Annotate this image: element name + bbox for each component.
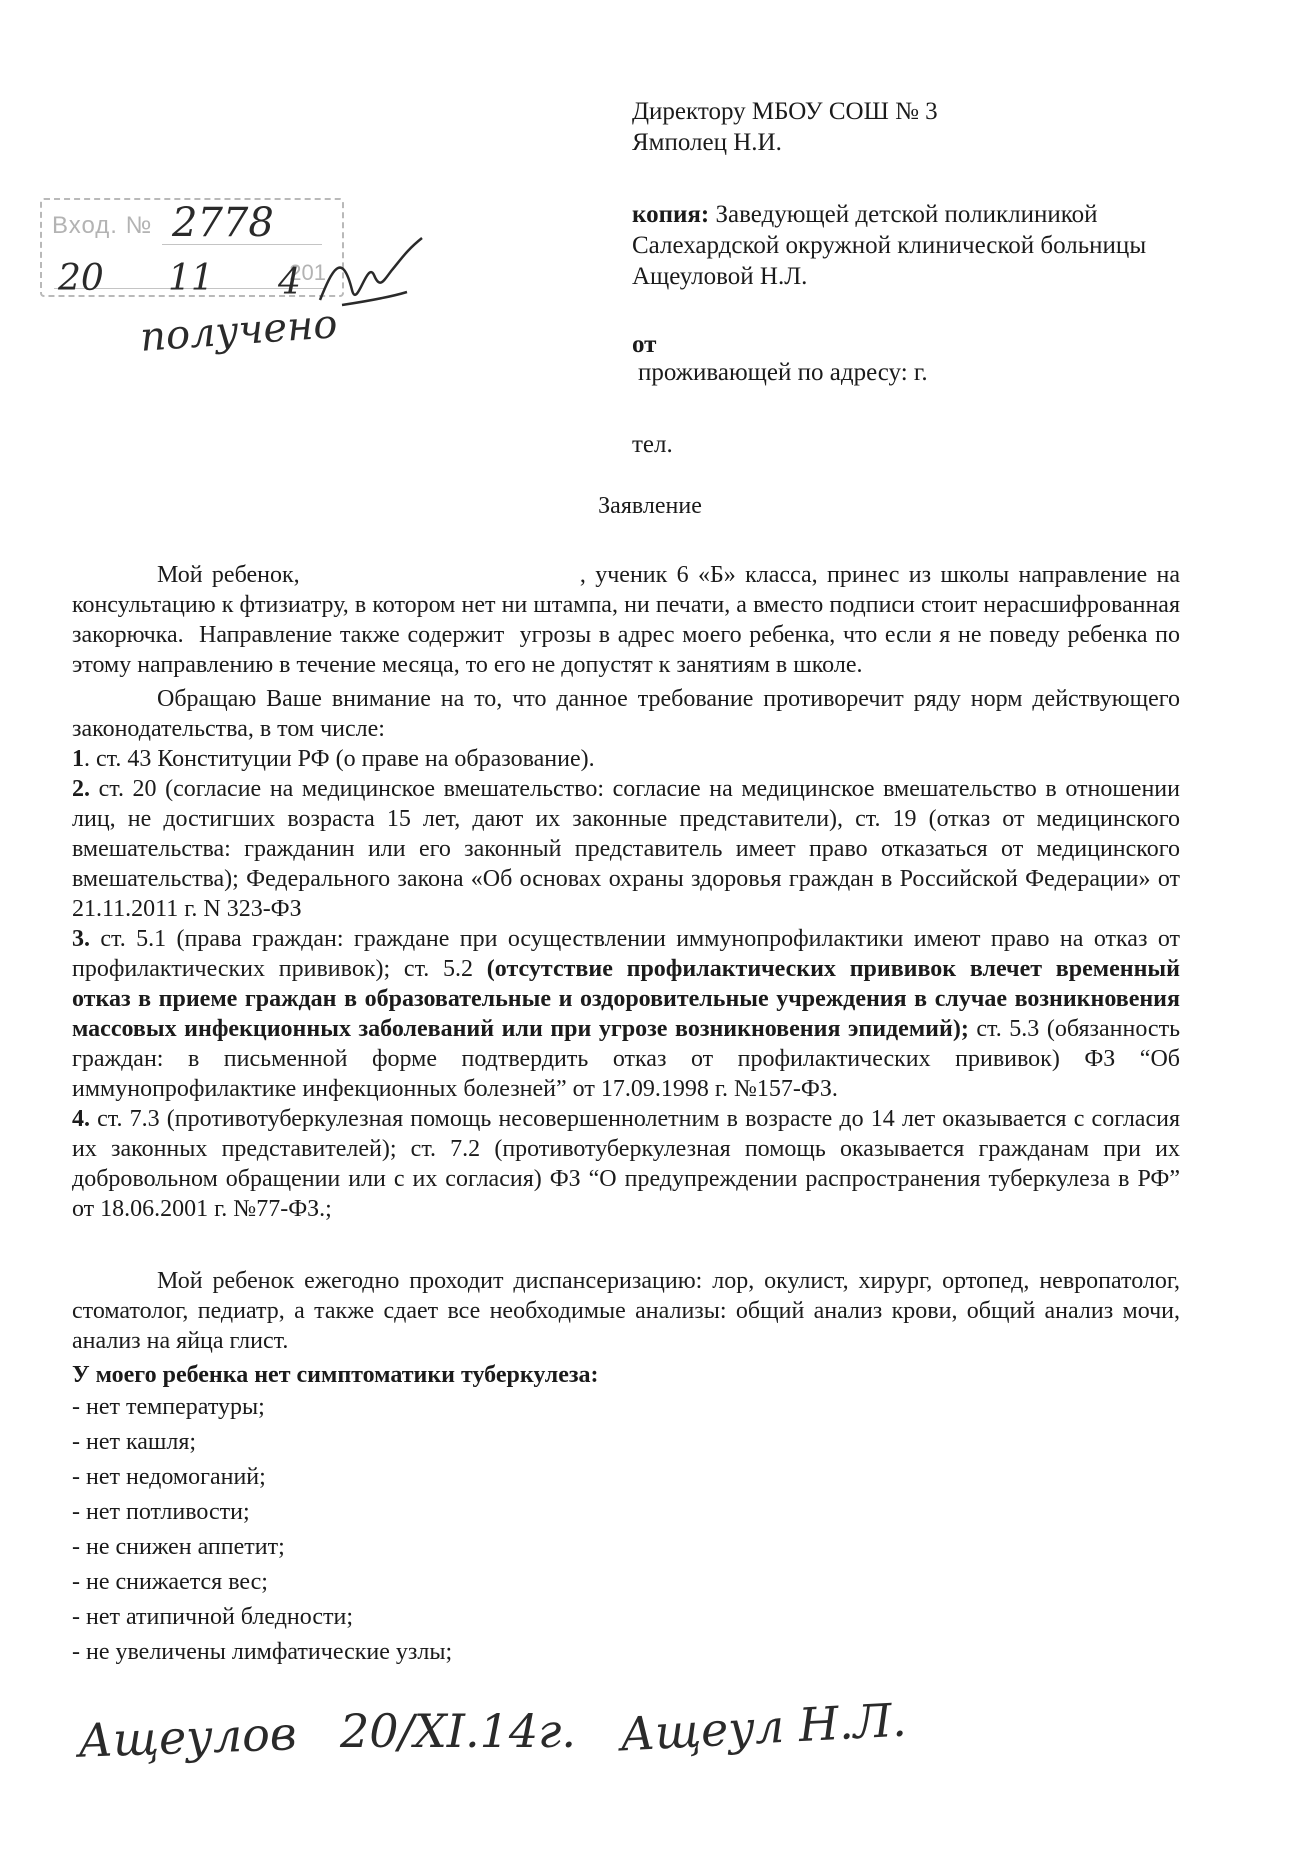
stamp-year-print: 201 — [289, 260, 326, 285]
symptom-item: - не снижается вес; — [72, 1569, 268, 1595]
list-item-1 — [72, 744, 1180, 774]
from-label: от — [632, 331, 657, 358]
list-text-3-bold: (отсутствие профилактических прививок влечет временный отказ в приеме граждан в образовательные и оздоровительные учреждения в случае возникновения массовых инфекционных заболеваний или при угрозе возникновения эпидемий); — [72, 956, 1180, 1042]
paragraph-2: Обращаю Ваше внимание на то, что данное требование противоречит ряду норм действующего законодательства, в том числе: — [72, 686, 1180, 742]
symptom-item: - нет температуры; — [72, 1394, 265, 1420]
symptom-item: - нет атипичной бледности; — [72, 1604, 354, 1630]
stamp-month-handwritten: 11 — [168, 258, 214, 299]
symptom-item: - нет недомоганий; — [72, 1464, 266, 1490]
copy-label: копия: — [632, 201, 710, 228]
copy-text-1: Заведующей детской поликлиникой — [715, 201, 1098, 228]
footer-handwritten-signature: Ащеул Н.Л. — [618, 1692, 908, 1762]
address-line: проживающей по адресу: г. — [638, 359, 928, 386]
received-handwritten: получено — [138, 301, 339, 361]
received-signature — [312, 230, 432, 340]
list-item-3 — [72, 924, 1180, 1104]
symptom-item: - не увеличены лимфатические узлы; — [72, 1639, 453, 1665]
stamp-label: Вход. № — [52, 212, 153, 239]
symptoms-heading: У моего ребенка нет симптоматики туберкулеза: — [72, 1362, 599, 1388]
list-number-2: 2. — [72, 776, 90, 802]
spacer — [72, 1224, 1180, 1266]
footer-handwritten-date: 20/XI.14г. — [340, 1704, 576, 1758]
document-body — [72, 560, 1186, 1670]
symptom-item: - нет кашля; — [72, 1429, 197, 1455]
symptom-item: - не снижен аппетит; — [72, 1534, 285, 1560]
stamp-number-handwritten: 2778 — [172, 200, 274, 246]
list-item-2 — [72, 774, 1180, 924]
list-number-4: 4. — [72, 1106, 90, 1132]
document-title: Заявление — [598, 493, 702, 519]
list-text-2: ст. 20 (согласие на медицинское вмешательство: согласие на медицинское вмешательство в отношении лиц, не достигших возраста 15 лет, дают их законные представители), ст. 19 (отказ от медицинского вмешательства: гражданин или его законный представитель имеет право отказаться от медицинского вмешательства); Федерального закона «Об основах охраны здоровья граждан в Российской Федерации» от 21.11.2011 г. N 323-ФЗ — [72, 776, 1180, 922]
stamp-day-handwritten: 20 — [58, 258, 104, 299]
symptom-item: - нет потливости; — [72, 1499, 250, 1525]
paragraph-3: Мой ребенок ежегодно проходит диспансеризацию: лор, окулист, хирург, ортопед, невропатолог, стоматолог, педиатр, а также сдает все необходимые анализы: общий анализ крови, общий анализ мочи, анализ на яйца глист. — [72, 1268, 1180, 1354]
stamp-year-handwritten: 4 — [278, 262, 301, 303]
copy-line-3: Ащеуловой Н.Л. — [632, 263, 808, 290]
paragraph-1: Мой ребенок, , ученик 6 «Б» класса, принес из школы направление на консультацию к фтизиатру, в котором нет ни штампа, ни печати, а вместо подписи стоит нерасшифрованная закорючка. Направление также содержит угрозы в адрес моего ребенка, что если я не поведу ребенка по этому направлению в течение месяца, то его не допустят к занятиям в школе. — [72, 562, 1186, 678]
from-line — [632, 329, 656, 360]
list-text-3b: ст. 5.3 (обязанность граждан: в письменной форме подтвердить отказ от профилактических прививок) ФЗ “Об иммунопрофилактике инфекционных болезней” от 17.09.1998 г. №157-ФЗ. — [72, 1016, 1181, 1102]
footer-handwritten-word: Ащеулов — [77, 1706, 298, 1768]
addressee-line-2: Ямполец Н.И. — [632, 129, 782, 156]
list-text-3a: ст. 5.1 (права граждан: граждане при осуществлении иммунопрофилактики имеют право на отказ от профилактических прививок); ст. 5.2 — [72, 926, 1180, 982]
copy-line-2: Салехардской окружной клинической больницы — [632, 232, 1147, 259]
list-number-1: 1 — [72, 746, 84, 772]
list-text-1: . ст. 43 Конституции РФ (о праве на образование). — [84, 746, 595, 772]
addressee-line-1: Директору МБОУ СОШ № 3 — [632, 98, 938, 125]
list-number-3: 3. — [72, 926, 90, 952]
list-item-4 — [72, 1104, 1180, 1224]
list-text-4: ст. 7.3 (противотуберкулезная помощь несовершеннолетним в возрасте до 14 лет оказывается с согласия их законных представителей); ст. 7.2 (противотуберкулезная помощь оказывается гражданам при их добровольном обращении или с их согласия) ФЗ “О предупреждении распространения туберкулеза в РФ” от 18.06.2001 г. №77-ФЗ.; — [72, 1106, 1180, 1222]
copy-line-1 — [632, 199, 1097, 230]
phone-line: тел. — [632, 431, 673, 458]
